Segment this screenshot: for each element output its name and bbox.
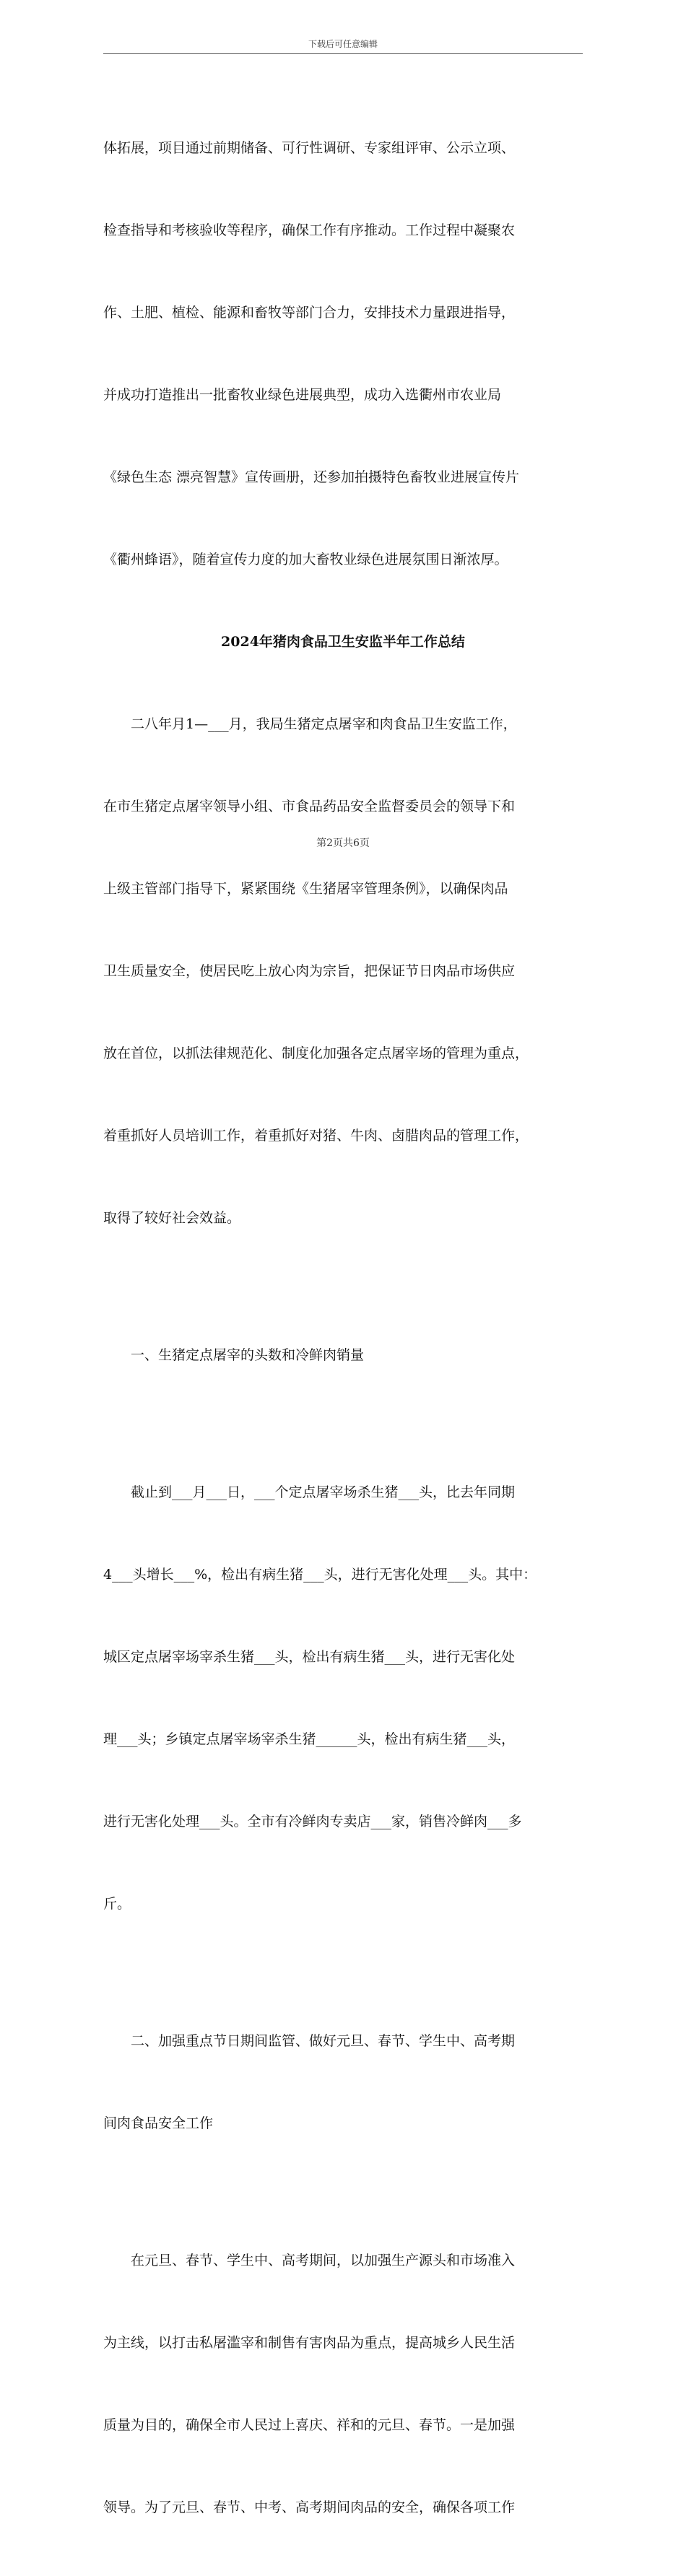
document-body <box>103 79 583 2576</box>
document-title: 2024年猪肉食品卫生安监半年工作总结 <box>221 634 465 650</box>
text-line: 斤。 <box>103 1896 131 1912</box>
text-line: 4___头增长___%，检出有病生猪___头，进行无害化处理___头。其中： <box>103 1567 537 1583</box>
page-header: 下载后可任意编辑 <box>308 39 378 49</box>
text-line: 间肉食品安全工作 <box>103 2115 214 2131</box>
summary-paragraph <box>103 656 583 1287</box>
intro-paragraph <box>103 79 583 628</box>
text-line: 卫生质量安全，使居民吃上放心肉为宗旨，把保证节日肉品市场供应 <box>103 963 516 979</box>
section-heading-2 <box>103 1972 583 2192</box>
holiday-paragraph <box>103 2192 583 2576</box>
text-line: 进行无害化处理___头。全市有冷鲜肉专卖店___家，销售冷鲜肉___多 <box>103 1814 522 1829</box>
header-divider <box>103 53 583 54</box>
text-line: 理___头；乡镇定点屠宰场宰杀生猪______头，检出有病生猪___头， <box>103 1731 516 1747</box>
statistics-paragraph <box>103 1424 583 1972</box>
text-line: 领导。为了元旦、春节、中考、高考期间肉品的安全，确保各项工作 <box>103 2499 516 2515</box>
text-line: 在元旦、春节、学生中、高考期间，以加强生产源头和市场准入 <box>103 2253 516 2268</box>
text-line: 放在首位，以抓法律规范化、制度化加强各定点屠宰场的管理为重点， <box>103 1045 529 1061</box>
text-line: 着重抓好人员培训工作，着重抓好对猪、牛肉、卤腊肉品的管理工作， <box>103 1128 529 1144</box>
text-line: 检查指导和考核验收等程序，确保工作有序推动。工作过程中凝聚农 <box>103 222 516 238</box>
text-line: 一、生猪定点屠宰的头数和冷鲜肉销量 <box>103 1347 365 1363</box>
text-line: 为主线，以打击私屠滥宰和制售有害肉品为重点，提高城乡人民生活 <box>103 2335 516 2351</box>
text-line: 《衢州蜂语》，随着宣传力度的加大畜牧业绿色进展氛围日渐浓厚。 <box>103 552 508 567</box>
text-line: 二八年月1—___月，我局生猪定点屠宰和肉食品卫生安监工作， <box>103 716 517 732</box>
text-line: 截止到___月___日，___个定点屠宰场杀生猪___头，比去年同期 <box>103 1484 516 1500</box>
text-line: 取得了较好社会效益。 <box>103 1210 241 1226</box>
text-line: 质量为目的，确保全市人民过上喜庆、祥和的元旦、春节。一是加强 <box>103 2417 516 2433</box>
text-line: 城区定点屠宰场宰杀生猪___头，检出有病生猪___头，进行无害化处 <box>103 1649 516 1665</box>
text-line: 在市生猪定点屠宰领导小组、市食品药品安全监督委员会的领导下和 <box>103 799 516 814</box>
text-line: 体拓展，项目通过前期储备、可行性调研、专家组评审、公示立项、 <box>103 140 516 156</box>
text-line: 上级主管部门指导下，紧紧围绕《生猪屠宰管理条例》，以确保肉品 <box>103 881 508 897</box>
section-heading-1 <box>103 1287 583 1424</box>
text-line: 并成功打造推出一批畜牧业绿色进展典型，成功入选衢州市农业局 <box>103 387 502 403</box>
text-line: 《绿色生态 漂亮智慧》宣传画册，还参加拍摄特色畜牧业进展宣传片 <box>103 469 520 485</box>
text-line: 作、土肥、植检、能源和畜牧等部门合力，安排技术力量跟进指导， <box>103 305 516 321</box>
page-number: 第2页共6页 <box>316 837 370 849</box>
text-line: 二、加强重点节日期间监管、做好元旦、春节、学生中、高考期 <box>103 2033 516 2049</box>
